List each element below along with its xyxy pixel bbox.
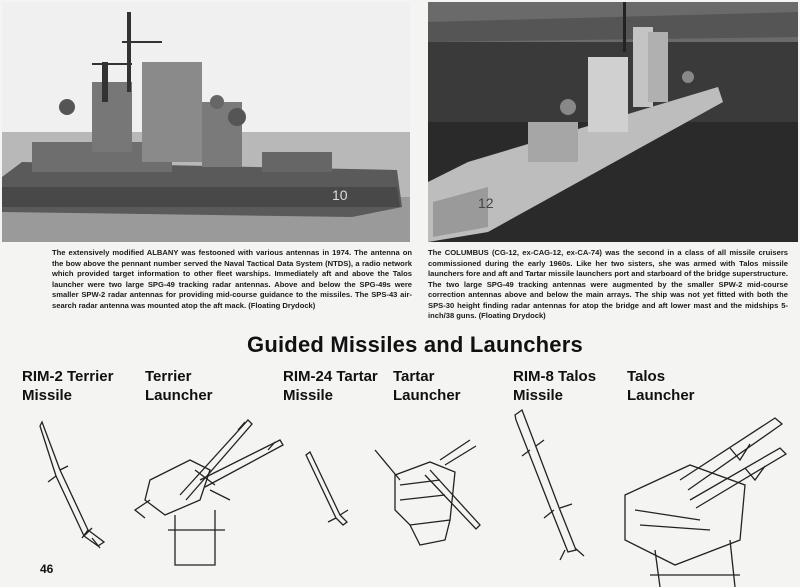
columbus-caption: The COLUMBUS (CG-12, ex-CAG-12, ex-CA-74) was the second in a class of all missile cruisers commissioned during the early 1960s. Like her two sisters, she was armed with Talos missile launchers fore and aft and Tartar missile launchers port and starboard of the bridge superstructure. The two large SPG-49 tracking antennas were augmented by the smaller SPW-2 mid-course correction antennas above and below the main arrays. The ship was not yet fitted with both the SPS-30 height finding radar antennas for atop the bridge and aft lower mast and the midships 5-inch/38 guns. (Floating Drydock) bbox=[428, 248, 788, 320]
weapon-label-line1: RIM-24 Tartar bbox=[283, 368, 378, 385]
missile-drawings bbox=[0, 400, 800, 587]
albany-hull-number: 10 bbox=[332, 187, 348, 203]
columbus-hull-number: 12 bbox=[478, 195, 494, 211]
weapon-label-line2: Missile bbox=[513, 387, 564, 404]
weapon-label-line2: Launcher bbox=[145, 387, 213, 404]
weapon-label-line2: Missile bbox=[22, 387, 73, 404]
terrier-missile-drawing bbox=[40, 422, 104, 548]
weapon-label-line2: Missile bbox=[283, 387, 334, 404]
weapon-label-line1: Terrier bbox=[145, 368, 192, 385]
albany-ship-image bbox=[2, 2, 410, 242]
page-number: 46 bbox=[40, 562, 54, 576]
talos-missile-drawing bbox=[515, 410, 584, 560]
section-title: Guided Missiles and Launchers bbox=[247, 332, 583, 357]
weapon-label-line1: RIM-2 Terrier bbox=[22, 368, 114, 385]
weapon-label-line2: Launcher bbox=[627, 387, 695, 404]
talos-launcher-drawing bbox=[625, 418, 786, 587]
tartar-launcher-drawing bbox=[375, 440, 480, 545]
tartar-missile-drawing bbox=[306, 452, 348, 525]
albany-photo bbox=[2, 2, 410, 242]
weapon-label-line1: Tartar bbox=[393, 368, 435, 385]
columbus-ship-image bbox=[428, 2, 798, 242]
weapon-label-line1: Talos bbox=[627, 368, 666, 385]
columbus-photo bbox=[428, 2, 798, 242]
weapon-label-line2: Launcher bbox=[393, 387, 461, 404]
terrier-launcher-drawing bbox=[135, 420, 283, 565]
albany-caption: The extensively modified ALBANY was festooned with various antennas in 1974. The antenna on the bow above the pennant number served the Naval Tactical Data System (NTDS), a radio network which provided target information to other fleet warships. Immediately aft and above the Talos launcher were two large SPG-49 tracking radar antennas. Above and below the SPG-49s were smaller SPW-2 radar antennas for providing mid-course guidance to the missiles. The SPS-43 air-search radar antenna was mounted atop the aft mack. (Floating Drydock) bbox=[52, 248, 412, 310]
weapon-label-line1: RIM-8 Talos bbox=[513, 368, 597, 385]
